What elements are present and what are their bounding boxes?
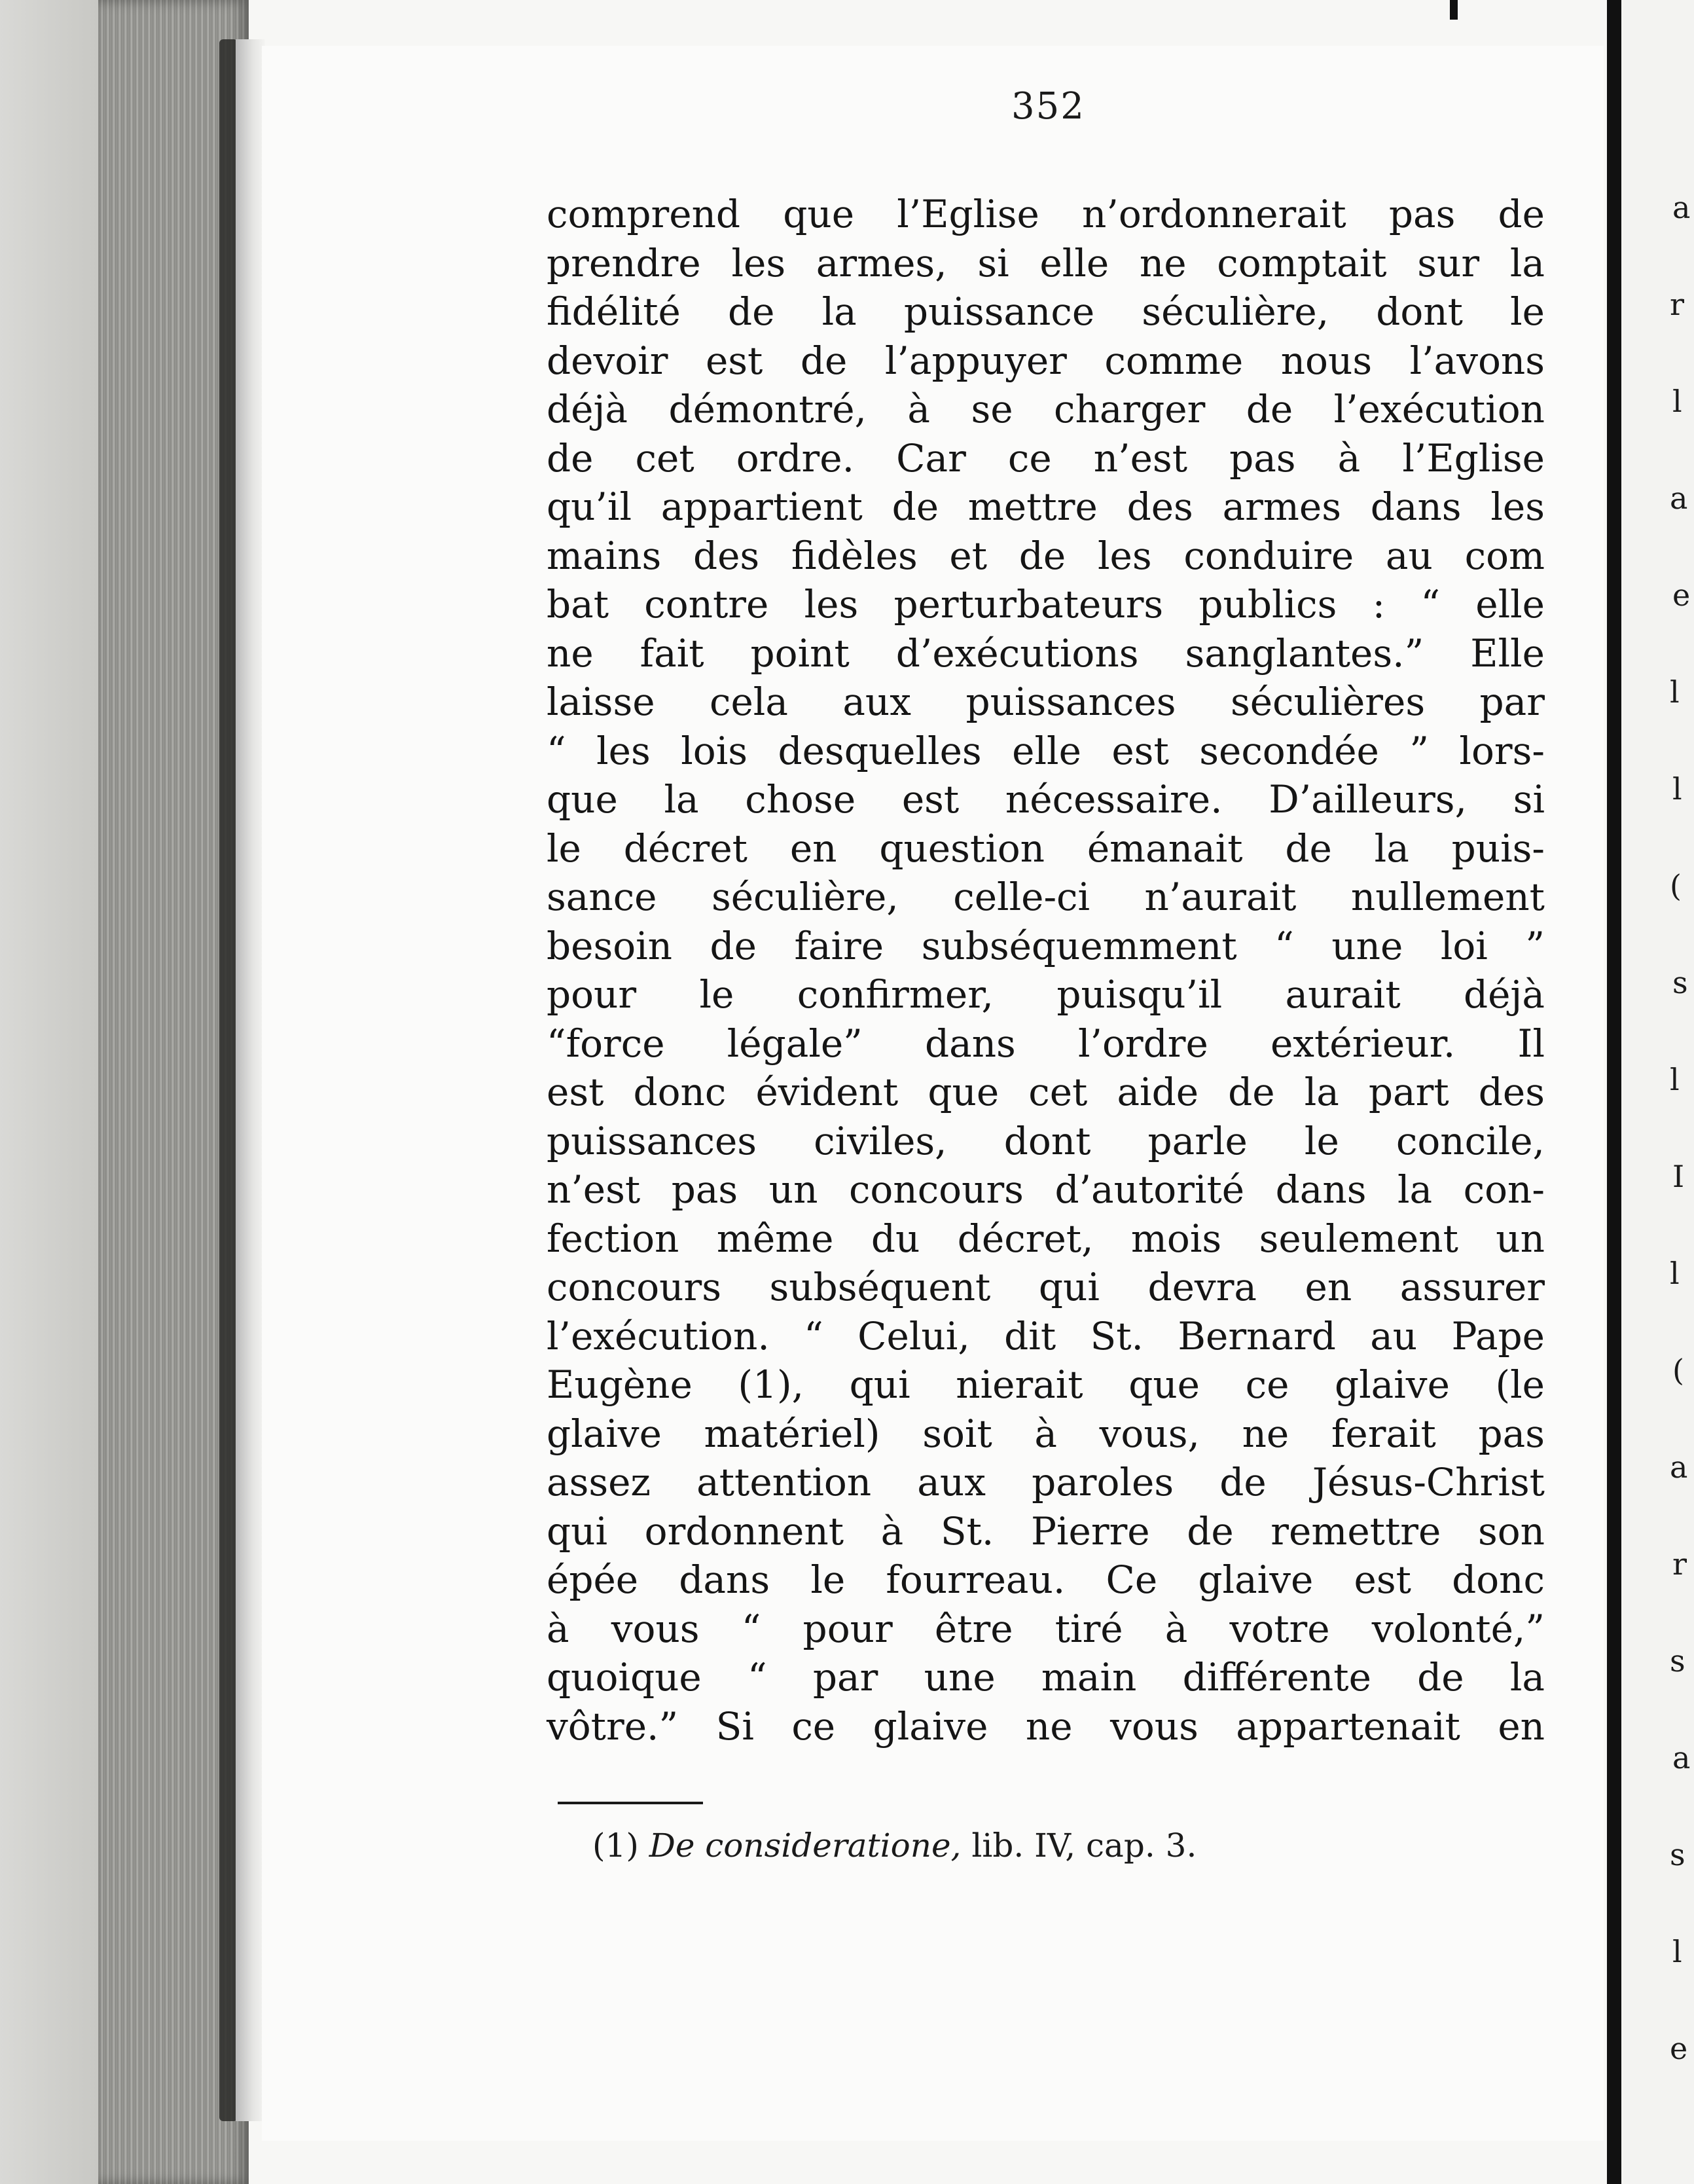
text-line: fection même du décret, mois seulement un [547, 1216, 1545, 1261]
text-line: est donc évident que cet aide de la part des [547, 1070, 1545, 1114]
facing-page-fragment: s [1670, 1837, 1685, 1872]
text-line: “force légale” dans l’ordre extérieur. Il [547, 1021, 1545, 1066]
text-line: concours subséquent qui devra en assurer [547, 1265, 1545, 1309]
footnote-marker: (1) [592, 1827, 639, 1865]
facing-page-fragment: ( [1672, 1353, 1684, 1388]
page-edge-shadow [219, 39, 238, 2121]
facing-page-fragment: I [1672, 1159, 1685, 1194]
facing-page-fragment: a [1670, 481, 1688, 516]
text-line: fidélité de la puissance séculière, dont le [547, 289, 1545, 334]
book-gutter [1607, 0, 1621, 2184]
facing-page-fragment: r [1670, 287, 1684, 322]
facing-page-fragment: l [1672, 771, 1682, 807]
facing-page-fragment: s [1670, 1643, 1685, 1679]
facing-page-fragment: a [1672, 190, 1691, 225]
facing-page-fragment: a [1672, 1740, 1691, 1775]
text-line: ne fait point d’exécutions sanglantes.” Elle [547, 630, 1545, 676]
text-line: glaive matériel) soit à vous, ne ferait pas [547, 1411, 1545, 1456]
text-line: quoique “ par une main différente de la [547, 1655, 1545, 1700]
facing-page-fragment: r [1672, 1546, 1687, 1582]
text-line: l’exécution. “ Celui, dit St. Bernard au Pape [547, 1313, 1545, 1358]
text-line: devoir est de l’appuyer comme nous l’avons [547, 338, 1545, 383]
facing-page-fragment: l [1670, 674, 1680, 710]
text-line: que la chose est nécessaire. D’ailleurs, si [547, 777, 1545, 822]
text-line: qu’il appartient de mettre des armes dans les [547, 484, 1545, 529]
facing-page-fragment: l [1670, 1062, 1680, 1097]
text-line: laisse cela aux puissances séculières par [547, 680, 1545, 724]
text-line: sance séculière, celle-ci n’aurait nullement [547, 875, 1545, 919]
footnote [592, 1827, 1197, 1865]
text-line: assez attention aux paroles de Jésus-Christ [547, 1460, 1545, 1504]
text-line: de cet ordre. Car ce n’est pas à l’Eglise [547, 435, 1545, 481]
background-left [0, 0, 98, 2184]
text-line: qui ordonnent à St. Pierre de remettre son [547, 1508, 1545, 1554]
text-line: n’est pas un concours d’autorité dans la con- [547, 1167, 1545, 1212]
facing-page-fragment: ( [1670, 868, 1682, 903]
text-line: prendre les armes, si elle ne comptait sur la [547, 240, 1545, 285]
facing-page-edge [1621, 0, 1694, 2184]
text-line: le décret en question émanait de la puis- [547, 826, 1545, 871]
scan-artifact-mark [1450, 0, 1458, 20]
text-line: à vous “ pour être tiré à votre volonté,” [547, 1606, 1545, 1651]
page-edge-highlight [236, 39, 265, 2121]
facing-page-fragment: l [1672, 1934, 1682, 1969]
text-line: besoin de faire subséquemment “ une loi ” [547, 923, 1545, 968]
footnote-title: De consideratione, [649, 1827, 962, 1865]
text-line: pour le confirmer, puisqu’il aurait déjà [547, 972, 1545, 1017]
text-line: mains des fidèles et de les conduire au com [547, 533, 1545, 578]
text-line: bat contre les perturbateurs publics : “ elle [547, 582, 1545, 627]
text-line: vôtre.” Si ce glaive ne vous appartenait en [547, 1703, 1545, 1749]
facing-page-fragment: l [1672, 384, 1682, 419]
footnote-reference: lib. IV, cap. 3. [971, 1827, 1197, 1865]
body-text [547, 190, 1545, 1751]
facing-page-fragment: e [1670, 2031, 1688, 2066]
facing-page-fragment: a [1670, 1449, 1688, 1485]
text-line: déjà démontré, à se charger de l’exécution [547, 387, 1545, 431]
page-number: 352 [1011, 85, 1085, 128]
facing-page-fragment: e [1672, 577, 1691, 613]
text-line: comprend que l’Eglise n’ordonnerait pas de [547, 192, 1545, 236]
text-line: épée dans le fourreau. Ce glaive est donc [547, 1557, 1545, 1602]
text-line: “ les lois desquelles elle est secondée ” lors- [547, 728, 1545, 773]
footnote-divider [558, 1802, 703, 1804]
text-line: puissances civiles, dont parle le concile, [547, 1118, 1545, 1163]
facing-page-fragment: l [1670, 1256, 1680, 1291]
text-line: Eugène (1), qui nierait que ce glaive (le [547, 1362, 1545, 1407]
facing-page-fragment: s [1672, 965, 1688, 1000]
